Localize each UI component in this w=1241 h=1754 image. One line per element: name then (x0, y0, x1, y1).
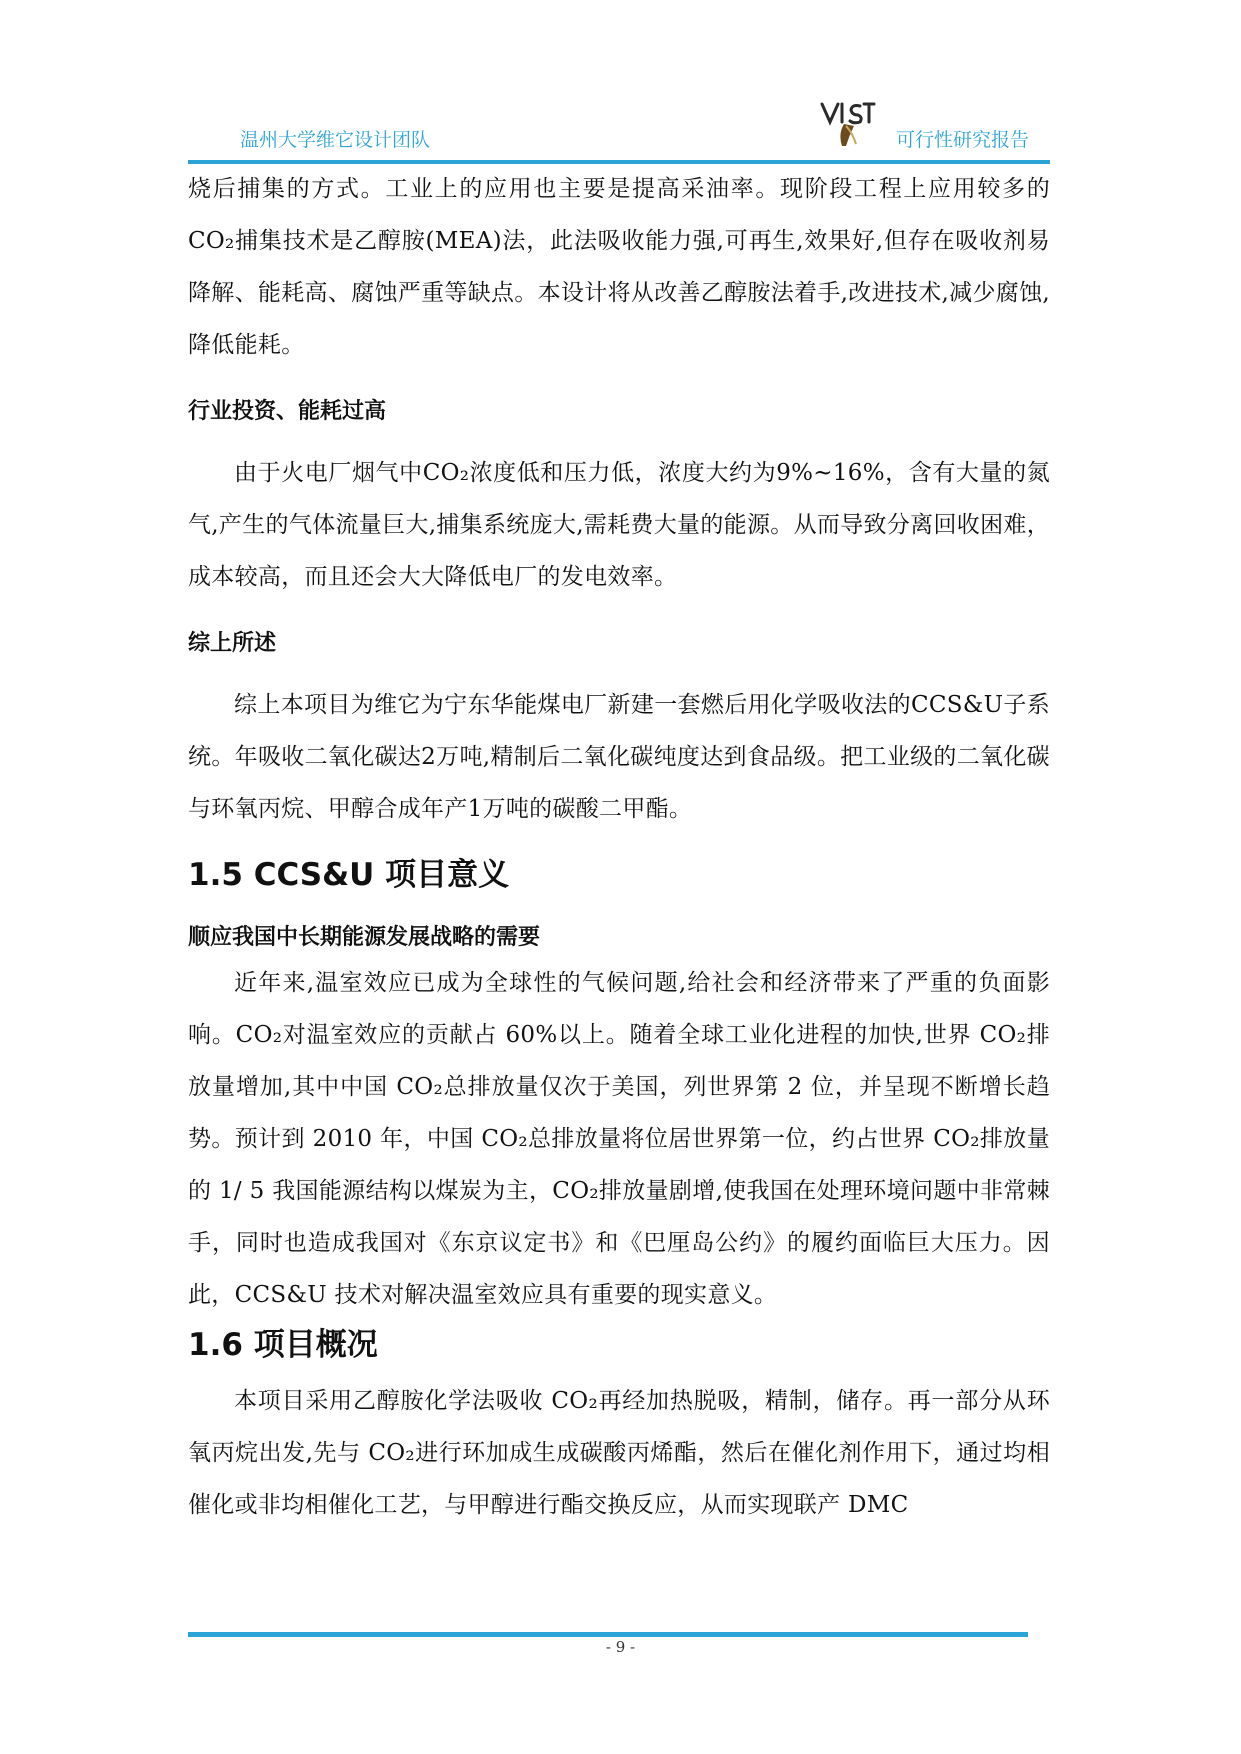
page-content (188, 163, 1050, 1531)
header-report-type: 可行性研究报告 (896, 129, 1030, 151)
heading-summary: 综上所述 (188, 631, 277, 656)
team-logo (816, 96, 878, 148)
paragraph-flue-gas: 由于火电厂烟气中CO₂浓度低和压力低，浓度大约为9%~16%，含有大量的氮气,产生的气体流量巨大,捕集系统庞大,需耗费大量的能源。从而导致分离回收困难，成本较高，而且还会大大降低电厂的发电效率。 (188, 460, 1050, 590)
heading-investment-energy: 行业投资、能耗过高 (188, 399, 387, 424)
paragraph-greenhouse-effect: 近年来,温室效应已成为全球性的气候问题,给社会和经济带来了严重的负面影响。CO₂对温室效应的贡献占 60%以上。随着全球工业化进程的加快,世界 CO₂排放量增加,其中中国 CO₂总排放量仅次于美国，列世界第 2 位，并呈现不断增长趋势。预计到 2010 年，中国 CO₂总排放量将位居世界第一位，约占世界 CO₂排放量的 1/ 5 我国能源结构以煤炭为主，CO₂排放量剧增,使我国在处理环境问题中非常棘手，同时也造成我国对《东京议定书》和《巴厘岛公约》的履约面临巨大压力。因此，CCS&U 技术对解决温室效应具有重要的现实意义。 (188, 970, 1050, 1308)
page-number: - 9 - (605, 1638, 636, 1656)
heading-energy-strategy: 顺应我国中长期能源发展战略的需要 (188, 925, 541, 950)
paragraph-capture-intro: 烧后捕集的方式。工业上的应用也主要是提高采油率。现阶段工程上应用较多的CO₂捕集技术是乙醇胺(MEA)法，此法吸收能力强,可再生,效果好,但存在吸收剂易降解、能耗高、腐蚀严重等缺点。本设计将从改善乙醇胺法着手,改进技术,减少腐蚀,降低能耗。 (188, 176, 1050, 358)
footer-divider (188, 1632, 1028, 1637)
paragraph-project-overview: 本项目采用乙醇胺化学法吸收 CO₂再经加热脱吸，精制，储存。再一部分从环氧丙烷出发,先与 CO₂进行环加成生成碳酸丙烯酯，然后在催化剂作用下，通过均相催化或非均相催化工艺，与甲醇进行酯交换反应，从而实现联产 DMC (188, 1388, 1050, 1518)
paragraph-summary: 综上本项目为维它为宁东华能煤电厂新建一套燃后用化学吸收法的CCS&U子系统。年吸收二氧化碳达2万吨,精制后二氧化碳纯度达到食品级。把工业级的二氧化碳与环氧丙烷、甲醇合成年产1万吨的碳酸二甲酯。 (188, 692, 1050, 822)
header-team-name: 温州大学维它设计团队 (240, 129, 431, 151)
section-heading-1-5: 1.5 CCS&U 项目意义 (188, 857, 510, 893)
section-heading-1-6: 1.6 项目概况 (188, 1327, 378, 1363)
